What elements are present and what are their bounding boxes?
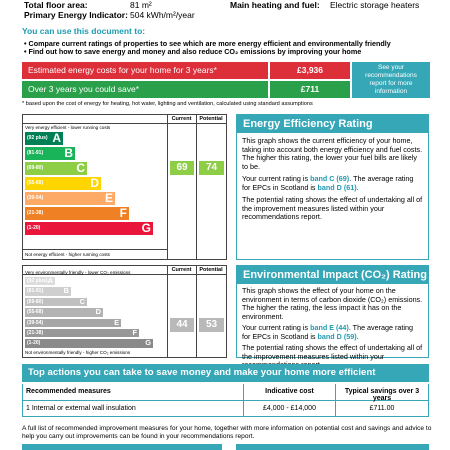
footer-text: A full list of recommended improvement measures for your home, together with more information on potential cost and savings and advice to help you carry out improvements can be found in your recommendations report. — [22, 425, 432, 440]
ee-foot-line — [23, 249, 167, 250]
ei-col-potential: Potential — [199, 267, 223, 273]
ei-col-divider-1 — [167, 266, 168, 357]
ee-col-current: Current — [171, 116, 192, 122]
actions-row-1-saving: £711.00 — [369, 405, 395, 412]
floor-area-label: Total floor area: — [24, 0, 88, 10]
use-doc-bullet-1: • Compare current ratings of properties to see which are more energy efficient and environmentally friendly — [24, 39, 391, 48]
recommendations-note: See your recommendations report for more information — [352, 62, 430, 98]
ei-p2-band: band E (44) — [310, 323, 349, 332]
ei-band-letter: G — [145, 338, 151, 348]
use-doc-bullet-2: • Find out how to save energy and money and also reduce CO₂ emissions by improving your home — [24, 47, 362, 56]
actions-col-measures: Recommended measures — [26, 388, 111, 395]
ei-band-letter: E — [114, 317, 119, 327]
actions-row-1-cost: £4,000 - £14,000 — [263, 405, 316, 412]
ee-band-range: (81-91) — [27, 150, 44, 156]
ei-col-current: Current — [171, 267, 192, 273]
ee-band-range: (92 plus) — [27, 135, 48, 141]
actions-col-cost: Indicative cost — [265, 388, 314, 395]
ei-bottom-label: Not environmentally friendly - higher CO₂ emissions — [25, 350, 131, 355]
ei-band-g — [25, 339, 153, 347]
actions-col-saving: Typical savings over 3 years — [344, 388, 420, 402]
ee-band-letter: F — [119, 206, 127, 220]
ee-band-letter: D — [90, 176, 99, 190]
ei-band-e — [25, 319, 121, 327]
actions-table — [22, 384, 429, 417]
use-doc-title: You can use this document to: — [22, 26, 146, 36]
ee-chart — [22, 114, 227, 260]
primary-energy-value: 504 kWh/m²/year — [130, 10, 195, 20]
ee-p2-a: Your current rating is — [242, 174, 311, 183]
ee-panel-p3: The potential rating shows the effect of undertaking all of the improvement measures listed within your recommendations report. — [242, 195, 423, 221]
ee-band-range: (69-80) — [27, 165, 44, 171]
ei-band-range: (39-54) — [27, 319, 44, 326]
ee-top-label: Very energy efficient - lower running costs — [25, 125, 111, 130]
ee-band-letter: B — [64, 146, 73, 160]
ee-band-letter: C — [76, 161, 85, 175]
use-doc-bullet-1-text: Compare current ratings of properties to see which are more energy efficient and environmentally friendly — [28, 39, 391, 48]
cost-row-2-label: Over 3 years you could save* — [22, 81, 268, 98]
ei-band-letter: A — [47, 276, 53, 285]
cost-row-2-value: £711 — [270, 81, 350, 98]
ee-p2-band: band C (69) — [310, 174, 350, 183]
ei-band-b — [25, 287, 71, 295]
cost-row-1-value: £3,936 — [270, 62, 350, 79]
actions-row-1-measure: 1 Internal or external wall insulation — [26, 405, 136, 412]
ei-p2-avg: band D (59). — [317, 331, 359, 341]
ei-panel — [236, 265, 429, 361]
ei-panel-p3: The potential rating shows the effect of undertaking all of the improvement measures listed within your — [242, 343, 423, 361]
costs-footnote: * based upon the cost of energy for heating, hot water, lighting and ventilation, calculated using standard assumptions — [22, 101, 313, 107]
ee-band-a — [25, 132, 63, 145]
ee-head-line — [23, 123, 226, 124]
ei-band-letter: C — [79, 296, 85, 306]
ee-band-letter: A — [52, 131, 61, 145]
ee-band-range: (39-54) — [27, 195, 44, 201]
ei-band-letter: F — [132, 328, 137, 337]
ee-panel-p2 — [237, 171, 428, 192]
ei-band-letter: B — [63, 286, 69, 296]
ei-chart — [22, 265, 227, 358]
ee-current-arrow: 69 — [170, 161, 194, 175]
ei-band-range: (1-20) — [27, 340, 41, 347]
ee-panel — [236, 114, 429, 260]
ei-band-range: (69-80) — [27, 298, 44, 305]
ee-band-range: (1-20) — [27, 225, 41, 231]
ee-band-range: (55-68) — [27, 180, 44, 186]
ei-potential-arrow: 53 — [199, 318, 224, 332]
ee-potential-arrow: 74 — [199, 161, 224, 175]
heating-label: Main heating and fuel: — [230, 0, 320, 10]
ee-band-d — [25, 177, 101, 190]
ei-band-letter: D — [95, 307, 101, 317]
ei-band-a — [25, 277, 55, 285]
ee-band-range: (21-38) — [27, 210, 44, 216]
ee-p2-c: . The average rating for EPCs in Scotland is — [242, 174, 414, 192]
ei-band-range: (21-38) — [27, 330, 44, 336]
floor-area-value: 81 m² — [130, 0, 152, 10]
ee-band-letter: G — [141, 221, 151, 235]
ei-band-range: (81-91) — [27, 288, 44, 295]
ee-band-g — [25, 222, 153, 235]
actions-title: Top actions you can take to save money and make your home more efficient — [22, 364, 429, 382]
cost-row-1-label: Estimated energy costs for your home for 3 years* — [22, 62, 268, 79]
ee-band-b — [25, 147, 75, 160]
ee-band-e — [25, 192, 115, 205]
heating-value: Electric storage heaters — [330, 0, 420, 10]
ei-current-arrow: 44 — [170, 318, 194, 332]
ei-band-range: (55-68) — [27, 309, 44, 316]
ei-p2-c: . The average rating for EPCs in Scotland is — [242, 323, 414, 341]
ee-band-c — [25, 162, 87, 175]
ee-p2-avg: band D (61). — [317, 182, 359, 192]
ei-panel-p1: This graph shows the effect of your home on the environment in terms of carbon dioxide (CO₂) emissions. The higher the rating, the less impact it has on the environment. — [242, 286, 423, 321]
footer-bar-right — [236, 444, 429, 450]
ei-panel-p2 — [237, 321, 428, 341]
ei-col-divider-2 — [196, 266, 197, 357]
ee-panel-p1: This graph shows the current efficiency of your home, taking into account both energy efficiency and fuel costs. The higher this rating, the lower your fuel bills are likely to be. — [242, 136, 423, 171]
primary-energy-label: Primary Energy Indicator: — [24, 10, 128, 20]
ei-p2-a: Your current rating is — [242, 323, 311, 332]
ei-band-d — [25, 308, 103, 316]
ei-band-c — [25, 298, 87, 306]
footer-bar-left — [22, 444, 222, 450]
ee-bottom-label: Not energy efficient - higher running costs — [25, 252, 110, 257]
ee-band-letter: E — [104, 191, 113, 205]
ei-panel-title: Environmental Impact (CO₂) Rating — [237, 266, 428, 284]
ei-band-range: (92 plus) — [27, 278, 48, 284]
ee-col-divider-1 — [167, 115, 168, 259]
ei-band-f — [25, 329, 139, 337]
ee-panel-title: Energy Efficiency Rating — [237, 115, 428, 133]
ei-top-label: Very environmentally friendly - lower CO₂ emissions — [25, 270, 131, 275]
use-doc-bullet-2-text: Find out how to save energy and money and also reduce CO₂ emissions by improving your home — [28, 47, 362, 56]
ee-band-f — [25, 207, 129, 220]
ee-col-divider-2 — [196, 115, 197, 259]
ee-col-potential: Potential — [199, 116, 223, 122]
